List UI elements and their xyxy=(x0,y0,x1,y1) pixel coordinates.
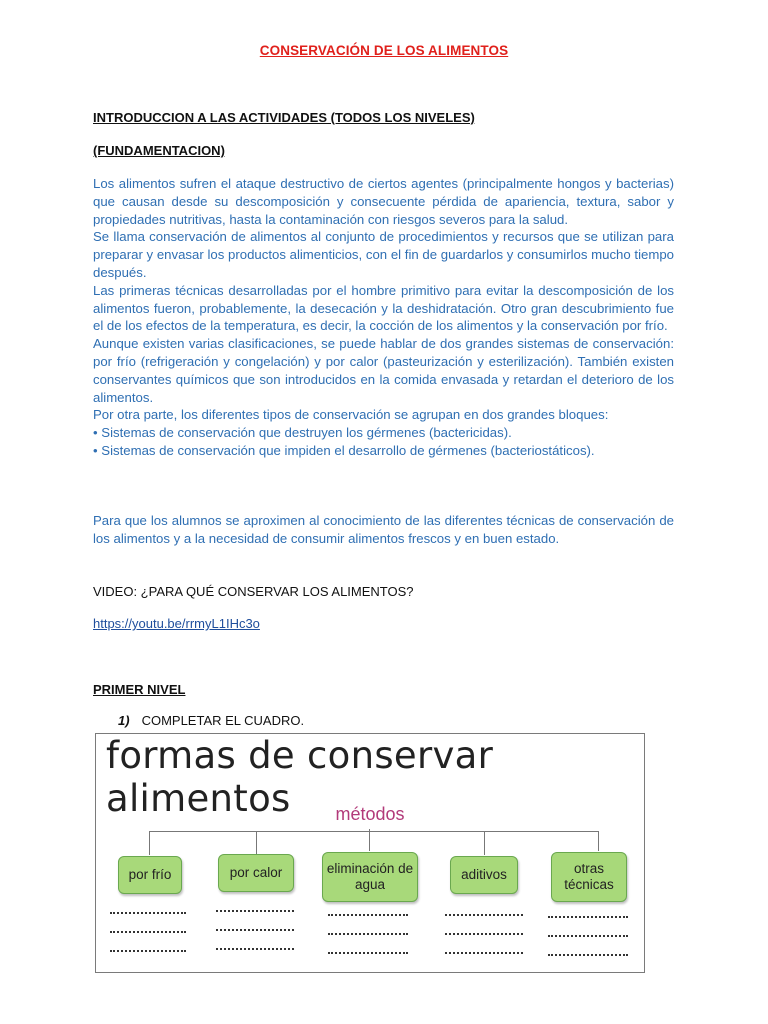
answer-line[interactable] xyxy=(445,933,523,935)
paragraph: Se llama conservación de alimentos al conjunto de procedimientos y recursos que se utilizan para preparar y envasar los productos alimenticios, con el fin de guardarlos y consumirlos mucho tiempo después. xyxy=(93,229,674,280)
method-box-por-calor: por calor xyxy=(218,854,294,892)
conservation-methods-diagram xyxy=(95,733,645,973)
connector-line xyxy=(149,831,598,832)
activity-item xyxy=(118,713,304,728)
answer-line[interactable] xyxy=(110,950,186,952)
connector-line xyxy=(598,831,599,851)
method-box-aditivos: aditivos xyxy=(450,856,518,894)
paragraph: Las primeras técnicas desarrolladas por el hombre primitivo para evitar la descomposición de los alimentos fueron, probablemente, la desecación y la deshidratación. Otro gran descubrimiento fue el de los efectos de la temperatura, es decir, la cocción de los alimentos y la conservación por frío. xyxy=(93,282,674,334)
answer-line[interactable] xyxy=(110,931,186,933)
method-box-por-frio: por frío xyxy=(118,856,182,894)
answer-line[interactable] xyxy=(328,952,408,954)
answer-line[interactable] xyxy=(216,929,294,931)
connector-line xyxy=(149,831,150,855)
connector-line xyxy=(256,831,257,855)
level-heading: PRIMER NIVEL xyxy=(93,682,186,697)
video-label: VIDEO: ¿PARA QUÉ CONSERVAR LOS ALIMENTOS? xyxy=(93,584,414,599)
item-number: 1) xyxy=(118,713,130,728)
paragraph: Por otra parte, los diferentes tipos de conservación se agrupan en dos grandes bloques: xyxy=(93,407,609,423)
video-link[interactable]: https://youtu.be/rrmyL1IHc3o xyxy=(93,616,260,631)
item-text: COMPLETAR EL CUADRO. xyxy=(141,713,305,728)
answer-line[interactable] xyxy=(328,933,408,935)
diagram-subtitle: métodos xyxy=(335,804,405,824)
answer-line[interactable] xyxy=(548,935,628,937)
answer-line[interactable] xyxy=(445,914,523,916)
connector-line xyxy=(369,831,370,851)
document-title: CONSERVACIÓN DE LOS ALIMENTOS xyxy=(259,43,509,58)
paragraph: Los alimentos sufren el ataque destructivo de ciertos agentes (principalmente hongos y bacterias) que causan desde su descomposición y consecuente pérdida de apariencia, textura, sabor y propiedades nutritivas, hasta la contaminación con riesgos severos para la salud. xyxy=(93,176,674,227)
bullet-item: • Sistemas de conservación que impiden el desarrollo de gérmenes (bacteriostáticos). xyxy=(93,442,595,458)
answer-line[interactable] xyxy=(548,916,628,918)
answer-line[interactable] xyxy=(548,954,628,956)
bullet-item: • Sistemas de conservación que destruyen los gérmenes (bactericidas). xyxy=(93,425,512,441)
objective-paragraph: Para que los alumnos se aproximen al conocimiento de las diferentes técnicas de conservación de los alimentos y a la necesidad de consumir alimentos frescos y en buen estado. xyxy=(93,513,674,546)
fundamentacion-heading: (FUNDAMENTACION) xyxy=(93,143,225,158)
answer-line[interactable] xyxy=(328,914,408,916)
diagram-title: formas de conservar alimentos xyxy=(106,734,494,820)
paragraph: Aunque existen varias clasificaciones, se puede hablar de dos grandes sistemas de conservación: por frío (refrigeración y congelación) y por calor (pasteurización y esterilización). También existen conservantes químicos que son introducidos en la comida envasada y retardan el deterioro de los alimentos. xyxy=(93,336,674,405)
method-box-otras-tecnicas: otras técnicas xyxy=(551,852,627,902)
intro-heading: INTRODUCCION A LAS ACTIVIDADES (TODOS LOS NIVELES) xyxy=(93,110,475,125)
answer-line[interactable] xyxy=(216,948,294,950)
method-box-eliminacion-de-agua: eliminación de agua xyxy=(322,852,418,902)
connector-line xyxy=(484,831,485,855)
answer-line[interactable] xyxy=(445,952,523,954)
fundamentacion-body xyxy=(93,175,674,460)
answer-line[interactable] xyxy=(216,910,294,912)
answer-line[interactable] xyxy=(110,912,186,914)
